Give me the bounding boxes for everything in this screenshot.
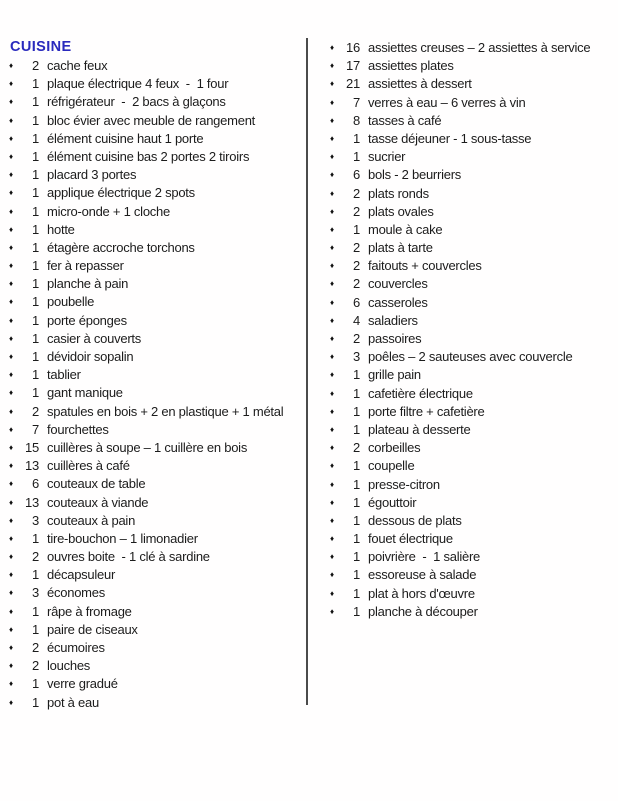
item-label: tablier [47, 367, 81, 383]
item-quantity: 1 [353, 512, 360, 528]
bullet-icon: ♦ [330, 570, 335, 580]
bullet-icon: ♦ [9, 479, 14, 489]
right-column [330, 39, 614, 621]
item-label: tasse déjeuner - 1 sous-tasse [368, 130, 532, 146]
list-item [9, 475, 301, 493]
list-item [330, 439, 614, 457]
item-label: tasses à café [368, 112, 442, 128]
item-label: dévidoir sopalin [47, 349, 134, 364]
list-item [9, 166, 301, 184]
item-quantity: 1 [32, 167, 39, 183]
left-item-list [9, 57, 301, 712]
item-label: fourchettes [47, 421, 109, 437]
item-label: micro-onde + 1 cloche [47, 203, 171, 219]
item-quantity: 1 [353, 367, 360, 383]
item-label: poêles – 2 sauteuses avec couvercle [368, 349, 573, 365]
list-item [330, 275, 614, 293]
list-item [9, 130, 301, 148]
bullet-icon: ♦ [9, 643, 14, 652]
list-item [330, 476, 614, 494]
list-item [9, 239, 301, 257]
item-quantity: 6 [353, 167, 360, 183]
item-label: dessous de plats [368, 512, 462, 528]
list-item [9, 621, 301, 639]
item-label: sucrier [368, 149, 406, 165]
bullet-icon: ♦ [330, 188, 335, 198]
item-quantity: 2 [353, 276, 360, 292]
item-quantity: 1 [32, 694, 39, 710]
bullet-icon: ♦ [330, 279, 335, 289]
item-quantity: 3 [32, 512, 39, 528]
item-label: louches [47, 658, 91, 674]
column-divider-line [306, 38, 308, 705]
bullet-icon: ♦ [330, 97, 335, 107]
list-item [330, 385, 614, 403]
item-quantity: 1 [353, 385, 360, 401]
list-item [9, 312, 301, 330]
item-label: casier à couverts [47, 330, 142, 346]
item-label: plats ovales [368, 203, 434, 219]
bullet-icon: ♦ [9, 188, 14, 198]
item-quantity: 1 [353, 421, 360, 437]
bullet-icon: ♦ [330, 443, 335, 453]
item-label: faitouts + couvercles [368, 258, 482, 274]
item-label: cuillères à soupe – 1 cuillère en bois [47, 439, 248, 455]
bullet-icon: ♦ [9, 115, 14, 125]
item-quantity: 2 [353, 258, 360, 274]
list-item [330, 185, 614, 203]
item-label: assiettes plates [368, 58, 454, 74]
item-label: moule à cake [368, 221, 443, 237]
list-item [330, 39, 614, 57]
bullet-icon: ♦ [9, 679, 14, 689]
list-item [9, 148, 301, 166]
list-item [9, 366, 301, 384]
list-item [9, 203, 301, 221]
bullet-icon: ♦ [330, 388, 335, 398]
item-quantity: 2 [32, 658, 39, 674]
bullet-icon: ♦ [9, 570, 14, 580]
bullet-icon: ♦ [9, 388, 14, 398]
item-quantity: 1 [32, 530, 39, 546]
list-item [330, 348, 614, 366]
list-item [330, 166, 614, 184]
list-item [9, 639, 301, 657]
bullet-icon: ♦ [330, 424, 335, 434]
item-label: décapsuleur [47, 567, 116, 583]
bullet-icon: ♦ [330, 534, 335, 544]
list-item [9, 112, 301, 130]
bullet-icon: ♦ [9, 79, 14, 89]
list-item [330, 221, 614, 239]
list-item [330, 94, 614, 112]
bullet-icon: ♦ [9, 606, 14, 616]
bullet-icon: ♦ [9, 133, 14, 143]
list-item [9, 584, 301, 602]
item-quantity: 1 [32, 567, 39, 583]
item-label: écumoires [47, 640, 105, 655]
list-item [330, 457, 614, 475]
item-quantity: 2 [353, 185, 360, 201]
item-quantity: 1 [32, 676, 39, 692]
list-item [330, 603, 614, 621]
item-quantity: 2 [32, 403, 39, 419]
item-label: élément cuisine haut 1 porte [47, 130, 204, 146]
bullet-icon: ♦ [330, 479, 335, 489]
item-label: ouvres boite - 1 clé à sardine [47, 549, 210, 565]
list-item [9, 457, 301, 475]
item-label: assiettes à dessert [368, 76, 472, 92]
item-label: plats à tarte [368, 240, 433, 256]
item-quantity: 1 [353, 494, 360, 510]
item-quantity: 1 [32, 276, 39, 292]
bullet-icon: ♦ [9, 370, 14, 380]
item-label: spatules en bois + 2 en plastique + 1 métal [47, 403, 284, 419]
item-quantity: 1 [353, 549, 360, 565]
item-quantity: 4 [353, 312, 360, 328]
bullet-icon: ♦ [9, 206, 14, 216]
left-column [9, 38, 301, 712]
bullet-icon: ♦ [330, 370, 335, 380]
item-label: plat à hors d'œuvre [368, 585, 475, 601]
bullet-icon: ♦ [330, 43, 335, 52]
list-item [330, 112, 614, 130]
item-label: cafetière électrique [368, 385, 473, 401]
item-quantity: 17 [346, 58, 360, 74]
item-quantity: 1 [32, 76, 39, 92]
bullet-icon: ♦ [9, 697, 14, 707]
item-quantity: 1 [353, 130, 360, 146]
item-label: plateau à desserte [368, 421, 471, 437]
list-item [9, 403, 301, 421]
item-label: verres à eau – 6 verres à vin [368, 94, 526, 110]
bullet-icon: ♦ [330, 497, 335, 507]
list-item [9, 421, 301, 439]
bullet-icon: ♦ [330, 206, 335, 216]
item-label: plats ronds [368, 185, 429, 201]
list-item [9, 439, 301, 457]
list-item [330, 566, 614, 584]
list-item [9, 657, 301, 675]
list-item [330, 257, 614, 275]
page-title: CUISINE [10, 39, 72, 55]
list-item [9, 548, 301, 566]
item-quantity: 1 [32, 330, 39, 346]
bullet-icon: ♦ [9, 552, 14, 562]
list-item [330, 148, 614, 166]
list-item [9, 675, 301, 693]
item-label: passoires [368, 331, 422, 346]
bullet-icon: ♦ [330, 515, 335, 525]
item-label: corbeilles [368, 440, 421, 456]
bullet-icon: ♦ [9, 97, 14, 107]
item-quantity: 16 [346, 40, 360, 55]
list-item [330, 75, 614, 93]
item-label: assiettes creuses – 2 assiettes à service [368, 40, 591, 55]
bullet-icon: ♦ [9, 261, 14, 271]
bullet-icon: ♦ [330, 606, 335, 616]
item-quantity: 13 [25, 458, 39, 474]
item-quantity: 15 [25, 439, 39, 455]
item-label: paire de ciseaux [47, 621, 138, 637]
item-quantity: 1 [353, 531, 360, 547]
item-quantity: 1 [353, 458, 360, 474]
item-label: plaque électrique 4 feux - 1 four [47, 76, 229, 92]
item-quantity: 1 [32, 185, 39, 201]
bullet-icon: ♦ [330, 334, 335, 343]
list-item [330, 130, 614, 148]
item-quantity: 2 [32, 549, 39, 565]
list-item [9, 257, 301, 275]
item-quantity: 1 [32, 603, 39, 619]
item-quantity: 1 [353, 603, 360, 619]
item-quantity: 1 [32, 130, 39, 146]
list-item [9, 75, 301, 93]
item-quantity: 1 [32, 385, 39, 401]
item-quantity: 13 [25, 494, 39, 510]
bullet-icon: ♦ [9, 533, 14, 543]
item-quantity: 2 [353, 440, 360, 456]
item-quantity: 1 [353, 567, 360, 583]
list-item [9, 348, 301, 366]
bullet-icon: ♦ [330, 61, 335, 71]
item-quantity: 2 [353, 331, 360, 346]
bullet-icon: ♦ [330, 406, 335, 416]
bullet-icon: ♦ [9, 224, 14, 234]
list-item [9, 57, 301, 75]
item-label: saladiers [368, 312, 418, 328]
bullet-icon: ♦ [9, 297, 14, 307]
item-quantity: 2 [353, 240, 360, 256]
bullet-icon: ♦ [9, 279, 14, 289]
item-label: fer à repasser [47, 258, 124, 274]
bullet-icon: ♦ [9, 442, 14, 452]
list-item [330, 548, 614, 566]
bullet-icon: ♦ [9, 333, 14, 343]
bullet-icon: ♦ [9, 661, 14, 671]
item-quantity: 1 [32, 203, 39, 219]
list-item [330, 530, 614, 548]
item-quantity: 3 [353, 349, 360, 365]
item-label: porte filtre + cafetière [368, 403, 485, 419]
list-item [9, 293, 301, 311]
item-quantity: 1 [32, 621, 39, 637]
bullet-icon: ♦ [9, 497, 14, 507]
item-label: coupelle [368, 458, 415, 474]
item-quantity: 1 [353, 221, 360, 237]
item-quantity: 1 [32, 239, 39, 255]
item-label: cuillères à café [47, 458, 130, 474]
bullet-icon: ♦ [330, 588, 335, 598]
list-item [330, 57, 614, 75]
list-item [9, 330, 301, 348]
item-quantity: 7 [32, 421, 39, 437]
list-item [330, 512, 614, 530]
item-label: pot à eau [47, 694, 99, 710]
bullet-icon: ♦ [330, 261, 335, 271]
list-item [9, 384, 301, 402]
bullet-icon: ♦ [9, 406, 14, 416]
list-item [330, 330, 614, 348]
item-quantity: 1 [32, 367, 39, 383]
item-label: cache feux [47, 58, 108, 73]
bullet-icon: ♦ [330, 243, 335, 253]
list-item [9, 530, 301, 548]
bullet-icon: ♦ [9, 170, 14, 180]
item-quantity: 8 [353, 112, 360, 128]
item-label: râpe à fromage [47, 603, 132, 619]
bullet-icon: ♦ [9, 424, 14, 434]
item-quantity: 1 [32, 349, 39, 364]
item-quantity: 2 [353, 203, 360, 219]
list-item [9, 93, 301, 111]
bullet-icon: ♦ [330, 461, 335, 471]
item-label: bloc évier avec meuble de rangement [47, 112, 256, 128]
item-quantity: 1 [32, 148, 39, 164]
bullet-icon: ♦ [9, 515, 14, 525]
bullet-icon: ♦ [9, 461, 14, 471]
item-label: bols - 2 beurriers [368, 167, 462, 183]
item-quantity: 6 [32, 476, 39, 492]
bullet-icon: ♦ [330, 552, 335, 562]
item-label: égouttoir [368, 494, 417, 510]
item-label: tire-bouchon – 1 limonadier [47, 530, 198, 546]
bullet-icon: ♦ [330, 115, 335, 125]
item-label: élément cuisine bas 2 portes 2 tiroirs [47, 148, 250, 164]
item-label: essoreuse à salade [368, 567, 477, 583]
item-label: grille pain [368, 367, 421, 383]
bullet-icon: ♦ [330, 224, 335, 234]
right-item-list [330, 39, 614, 621]
item-quantity: 1 [32, 258, 39, 274]
item-label: poubelle [47, 294, 95, 310]
item-label: poivrière - 1 salière [368, 549, 481, 565]
list-item [9, 494, 301, 512]
list-item [9, 275, 301, 293]
list-item [330, 494, 614, 512]
bullet-icon: ♦ [330, 152, 335, 162]
item-quantity: 3 [32, 585, 39, 601]
item-quantity: 1 [32, 112, 39, 128]
item-quantity: 21 [346, 76, 360, 92]
list-item [9, 512, 301, 530]
bullet-icon: ♦ [330, 297, 335, 307]
item-quantity: 1 [32, 294, 39, 310]
bullet-icon: ♦ [330, 170, 335, 180]
item-label: couteaux à viande [47, 494, 149, 510]
item-label: planche à découper [368, 603, 478, 619]
item-label: casseroles [368, 294, 428, 310]
item-label: fouet électrique [368, 531, 453, 547]
bullet-icon: ♦ [330, 133, 335, 143]
item-label: couteaux de table [47, 476, 146, 492]
bullet-icon: ♦ [330, 315, 335, 325]
item-label: planche à pain [47, 276, 129, 292]
item-quantity: 2 [32, 640, 39, 655]
item-label: économes [47, 585, 105, 601]
item-quantity: 1 [32, 94, 39, 110]
list-item [330, 366, 614, 384]
item-quantity: 1 [32, 221, 39, 237]
item-quantity: 7 [353, 94, 360, 110]
list-item [9, 603, 301, 621]
bullet-icon: ♦ [9, 352, 14, 361]
bullet-icon: ♦ [330, 79, 335, 89]
list-item [330, 403, 614, 421]
item-quantity: 1 [353, 476, 360, 492]
bullet-icon: ♦ [9, 624, 14, 634]
bullet-icon: ♦ [9, 242, 14, 252]
list-item [9, 221, 301, 239]
item-label: verre gradué [47, 676, 118, 692]
list-item [330, 294, 614, 312]
item-label: réfrigérateur - 2 bacs à glaçons [47, 94, 226, 110]
list-item [9, 566, 301, 584]
item-quantity: 6 [353, 294, 360, 310]
item-label: étagère accroche torchons [47, 239, 195, 255]
item-quantity: 2 [32, 58, 39, 73]
bullet-icon: ♦ [9, 151, 14, 161]
list-item [9, 184, 301, 202]
list-item [330, 312, 614, 330]
item-quantity: 1 [32, 312, 39, 328]
item-quantity: 1 [353, 149, 360, 165]
list-item [330, 421, 614, 439]
bullet-icon: ♦ [9, 588, 14, 598]
list-item [330, 585, 614, 603]
bullet-icon: ♦ [330, 352, 335, 362]
list-item [330, 239, 614, 257]
bullet-icon: ♦ [9, 315, 14, 325]
item-label: gant manique [47, 385, 123, 401]
item-label: couteaux à pain [47, 512, 136, 528]
item-label: applique électrique 2 spots [47, 185, 195, 201]
list-item [330, 203, 614, 221]
item-label: couvercles [368, 276, 428, 292]
item-label: porte éponges [47, 312, 127, 328]
item-label: hotte [47, 221, 75, 237]
bullet-icon: ♦ [9, 61, 14, 70]
item-quantity: 1 [353, 585, 360, 601]
item-label: presse-citron [368, 476, 440, 492]
item-quantity: 1 [353, 403, 360, 419]
list-item [9, 694, 301, 712]
item-label: placard 3 portes [47, 167, 137, 183]
